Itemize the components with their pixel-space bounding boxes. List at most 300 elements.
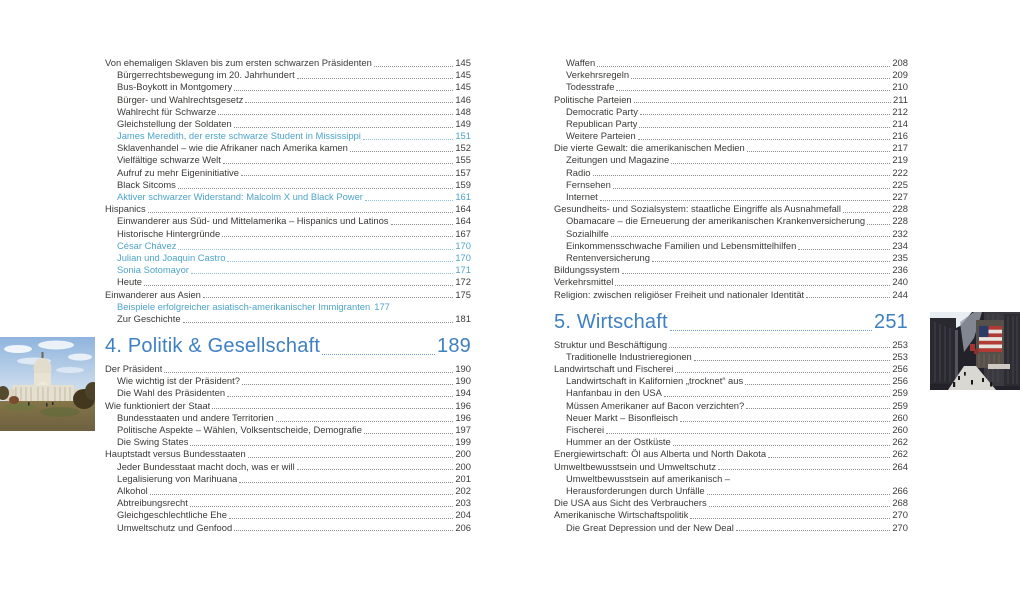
entry-title: Sonia Sotomayor	[117, 264, 189, 276]
entry-title: Alkohol	[117, 485, 148, 496]
entry-title: James Meredith, der erste schwarze Student in Mississippi	[117, 130, 361, 142]
toc-entry	[554, 497, 908, 509]
entry-title: Internet	[566, 191, 598, 203]
entry-title: Bundesstaaten und andere Territorien	[117, 411, 274, 423]
dot-leader	[675, 371, 890, 373]
wall-street-flag-photo	[930, 312, 1020, 390]
dot-leader	[680, 420, 890, 422]
dot-leader	[239, 481, 453, 483]
dot-leader	[322, 353, 435, 355]
dot-leader	[867, 223, 890, 225]
entry-title: Herausforderungen durch Unfälle	[566, 485, 705, 496]
page-number: 164	[455, 203, 471, 215]
page-number: 171	[455, 264, 471, 276]
entry-title: Legalisierung von Marihuana	[117, 472, 238, 484]
toc-entry	[554, 57, 908, 69]
dot-leader	[248, 456, 454, 458]
entry-title: Landwirtschaft und Fischerei	[554, 363, 674, 375]
page-number: 216	[892, 130, 908, 142]
dot-leader	[241, 174, 453, 176]
entry-title: Der Präsident	[105, 363, 163, 375]
page-number: 260	[892, 424, 908, 436]
left-buildings	[930, 318, 956, 384]
entry-title: Beispiele erfolgreicher asiatisch-amerikanischer Immigranten	[117, 300, 371, 312]
entry-title: Die Wahl des Präsidenten	[117, 387, 226, 399]
toc-section-heading	[105, 333, 471, 360]
page-number: 155	[455, 154, 471, 166]
page-number: 234	[892, 239, 908, 251]
page-number: 270	[892, 521, 908, 533]
toc-entry	[554, 94, 908, 106]
page-number: 270	[892, 509, 908, 521]
entry-title: Struktur und Beschäftigung	[554, 338, 668, 350]
dot-leader	[652, 260, 890, 262]
page-number: 209	[892, 69, 908, 81]
toc-entry	[554, 155, 908, 167]
page-number: 200	[455, 460, 471, 472]
dot-leader	[242, 383, 453, 385]
entry-title: Republican Party	[566, 117, 638, 129]
entry-title: Gleichgeschlechtliche Ehe	[117, 509, 227, 521]
page-number: 170	[455, 252, 471, 263]
page-number: 214	[892, 117, 908, 129]
dot-leader	[148, 211, 454, 213]
dot-leader	[190, 444, 453, 446]
toc-section-heading	[554, 309, 908, 336]
page-number: 189	[437, 335, 471, 358]
toc-entry	[105, 289, 471, 301]
toc-entry	[554, 179, 908, 191]
page-number: 251	[874, 310, 908, 333]
page-number: 175	[455, 288, 471, 300]
page-number: 225	[892, 178, 908, 190]
entry-title: Fernsehen	[566, 178, 611, 190]
page-number: 203	[455, 497, 471, 509]
dot-leader	[227, 260, 453, 262]
dot-leader	[843, 211, 890, 213]
page-number: 145	[455, 81, 471, 93]
toc-entry	[554, 485, 908, 497]
dot-leader	[191, 272, 453, 274]
dot-leader	[297, 77, 454, 79]
entry-title: Amerikanische Wirtschaftspolitik	[554, 509, 689, 521]
page-number: 197	[455, 424, 471, 436]
toc-entry	[554, 167, 908, 179]
entry-title: Bürgerrechtsbewegung im 20. Jahrhundert	[117, 69, 295, 81]
entry-title: Radio	[566, 166, 591, 178]
page-number: 159	[455, 178, 471, 190]
dot-leader	[673, 444, 891, 446]
dot-leader	[234, 126, 454, 128]
dot-leader	[671, 162, 890, 164]
dot-leader	[363, 138, 453, 140]
dot-leader	[806, 296, 890, 298]
toc-entry	[105, 203, 471, 215]
page-number: 227	[892, 191, 908, 203]
page-number: 211	[893, 93, 908, 105]
entry-title: Verkehrsregeln	[566, 69, 630, 81]
dot-leader	[664, 395, 890, 397]
page-number: 146	[455, 93, 471, 105]
dot-leader	[222, 235, 453, 237]
toc-entry	[554, 509, 908, 521]
toc-entry	[554, 203, 908, 215]
toc-entry	[105, 313, 471, 325]
page-number: 228	[892, 215, 908, 227]
page-number: 244	[892, 288, 908, 300]
entry-title: Einwanderer aus Asien	[105, 288, 201, 300]
dot-leader	[640, 113, 890, 115]
toc-entry	[105, 485, 471, 497]
toc-entry	[105, 167, 471, 179]
toc-column-left	[105, 57, 471, 534]
toc-entry	[554, 339, 908, 351]
entry-title: Landwirtschaft in Kalifornien „trocknet“ aus	[566, 375, 744, 387]
entry-title: Müssen Amerikaner auf Bacon verzichten?	[566, 399, 745, 411]
dot-leader	[234, 529, 453, 531]
toc-entry	[554, 118, 908, 130]
page-number: 200	[455, 448, 471, 460]
toc-entry	[554, 363, 908, 375]
toc-entry	[105, 400, 471, 412]
page-number: 240	[892, 276, 908, 288]
dot-leader	[229, 517, 453, 519]
dot-leader	[164, 371, 453, 373]
toc-entry	[554, 412, 908, 424]
dot-leader	[218, 113, 453, 115]
entry-title: Die USA aus Sicht des Verbrauchers	[554, 497, 707, 509]
dot-leader	[374, 65, 454, 67]
page-number: 152	[455, 142, 471, 154]
toc-entry	[554, 448, 908, 460]
dot-leader	[616, 89, 890, 91]
entry-title: Gesundheits- und Sozialsystem: staatliche Eingriffe als Ausnahmefall	[554, 203, 841, 215]
entry-title: Traditionelle Industrieregionen	[566, 350, 692, 362]
dot-leader	[798, 248, 890, 250]
toc-entry	[105, 142, 471, 154]
page-number: 148	[455, 105, 471, 117]
page-number: 181	[455, 312, 471, 324]
dot-leader	[669, 346, 890, 348]
dot-leader	[190, 505, 453, 507]
dot-leader	[597, 65, 890, 67]
entry-title: Wie funktioniert der Staat	[105, 399, 211, 411]
page-number: 212	[892, 105, 908, 117]
dot-leader	[707, 493, 891, 495]
entry-title: Einkommensschwache Familien und Lebensmittelhilfen	[566, 239, 797, 251]
dot-leader	[709, 505, 891, 507]
toc-entry	[105, 424, 471, 436]
page-number: 256	[892, 363, 908, 375]
entry-title: Rentenversicherung	[566, 252, 650, 263]
entry-title: Zeitungen und Magazine	[566, 154, 670, 166]
entry-title: Gleichstellung der Soldaten	[117, 117, 232, 129]
toc-entry	[105, 448, 471, 460]
entry-title: Neuer Markt – Bisonfleisch	[566, 411, 679, 423]
page-number: 217	[892, 142, 908, 154]
entry-title: Umweltschutz und Genfood	[117, 521, 233, 533]
entry-title: Wie wichtig ist der Präsident?	[117, 375, 240, 387]
toc-entry	[105, 509, 471, 521]
entry-title: Sozialhilfe	[566, 227, 609, 239]
toc-entry	[554, 142, 908, 154]
dot-leader	[183, 321, 454, 323]
dot-leader	[150, 493, 454, 495]
page-number: 149	[455, 117, 471, 129]
dot-leader	[615, 284, 890, 286]
dot-leader	[631, 77, 890, 79]
entry-title: Hanfanbau in den USA	[566, 387, 662, 399]
toc-entry	[554, 388, 908, 400]
toc-entry	[554, 461, 908, 473]
dot-leader	[350, 150, 453, 152]
entry-title: Wahlrecht für Schwarze	[117, 105, 217, 117]
toc-entry	[105, 375, 471, 387]
entry-title: Hauptstadt versus Bundesstaaten	[105, 448, 246, 460]
page-number: 268	[892, 497, 908, 509]
dot-leader	[606, 432, 890, 434]
page-number: 256	[892, 375, 908, 387]
dot-leader	[276, 420, 454, 422]
entry-title: Die Swing States	[117, 436, 189, 448]
page-number: 253	[892, 338, 908, 350]
dot-leader	[694, 359, 891, 361]
dot-leader	[634, 101, 891, 103]
entry-title: Einwanderer aus Süd- und Mittelamerika – Hispanics und Latinos	[117, 215, 389, 227]
toc-entry	[105, 252, 471, 264]
dot-leader	[245, 101, 453, 103]
entry-title: Todesstrafe	[566, 81, 615, 93]
toc-entry	[105, 57, 471, 69]
entry-title: Politische Aspekte – Wählen, Volksentscheide, Demografie	[117, 424, 362, 436]
page-number: 236	[892, 264, 908, 276]
toc-entry	[105, 118, 471, 130]
entry-title: Julian und Joaquin Castro	[117, 252, 226, 263]
page-number: 202	[455, 485, 471, 496]
toc-entry	[554, 276, 908, 288]
page-number: 262	[892, 448, 908, 460]
dot-leader	[223, 162, 453, 164]
dot-leader	[745, 383, 890, 385]
page-number: 259	[892, 387, 908, 399]
dot-leader	[227, 395, 453, 397]
toc-entry	[554, 400, 908, 412]
dot-leader	[639, 126, 890, 128]
entry-title: Zur Geschichte	[117, 312, 181, 324]
toc-entry	[105, 240, 471, 252]
entry-title: Heute	[117, 276, 143, 288]
toc-entry	[105, 155, 471, 167]
toc-entry	[105, 228, 471, 240]
page-number: 157	[455, 166, 471, 178]
toc-entry	[554, 351, 908, 363]
dot-leader	[747, 150, 891, 152]
page-number: 253	[892, 350, 908, 362]
dot-leader	[178, 187, 453, 189]
page-number: 259	[892, 399, 908, 411]
entry-title: Verkehrsmittel	[554, 276, 614, 288]
toc-column-right	[554, 57, 908, 534]
dot-leader	[622, 272, 891, 274]
toc-entry	[105, 179, 471, 191]
entry-title: Weitere Parteien	[566, 130, 636, 142]
dot-leader	[746, 407, 890, 409]
toc-entry	[105, 130, 471, 142]
dot-leader	[670, 329, 872, 331]
entry-title: Die vierte Gewalt: die amerikanischen Medien	[554, 142, 745, 154]
toc-entry	[554, 81, 908, 93]
toc-entry	[554, 424, 908, 436]
page-number: 161	[455, 191, 471, 203]
toc-entry	[105, 94, 471, 106]
page-number: 219	[892, 154, 908, 166]
toc-entry	[554, 436, 908, 448]
page-number: 228	[892, 203, 908, 215]
entry-title: Hummer an der Ostküste	[566, 436, 671, 448]
dot-leader	[611, 235, 891, 237]
entry-title: Bildungssystem	[554, 264, 620, 276]
entry-title: Aktiver schwarzer Widerstand: Malcolm X und Black Power	[117, 191, 363, 203]
dot-leader	[203, 296, 453, 298]
toc-entry	[105, 497, 471, 509]
entry-title: Waffen	[566, 57, 596, 68]
toc-entry	[554, 69, 908, 81]
dot-leader	[234, 89, 453, 91]
toc-entry	[105, 191, 471, 203]
toc-entry	[554, 240, 908, 252]
page-number: 266	[892, 485, 908, 496]
page-number: 199	[455, 436, 471, 448]
dot-leader	[391, 223, 454, 225]
toc-entry	[105, 69, 471, 81]
dot-leader	[736, 529, 891, 531]
toc-entry	[105, 264, 471, 276]
page-number: 196	[455, 411, 471, 423]
page-number: 167	[455, 227, 471, 239]
entry-title: Hispanics	[105, 203, 146, 215]
capitol-statue	[42, 352, 44, 359]
toc-entry	[105, 461, 471, 473]
entry-title: Democratic Party	[566, 105, 638, 117]
dot-leader	[613, 187, 891, 189]
entry-title: Jeder Bundesstaat macht doch, was er will	[117, 460, 295, 472]
dot-leader	[593, 174, 891, 176]
entry-title: Von ehemaligen Sklaven bis zum ersten schwarzen Präsidenten	[105, 57, 372, 68]
entry-title: Bus-Boykott in Montgomery	[117, 81, 233, 93]
toc-entry	[105, 522, 471, 534]
toc-entry	[554, 264, 908, 276]
dot-leader	[178, 248, 453, 250]
entry-title: Abtreibungsrecht	[117, 497, 188, 509]
dot-leader	[297, 468, 454, 470]
toc-entry	[105, 106, 471, 118]
page-number: 260	[892, 411, 908, 423]
page-number: 201	[455, 472, 471, 484]
toc-entry	[105, 388, 471, 400]
us-capitol-photo	[0, 337, 95, 431]
page-number: 235	[892, 252, 908, 263]
toc-entry	[105, 436, 471, 448]
toc-entry	[105, 215, 471, 227]
page-number: 232	[892, 227, 908, 239]
toc-entry	[554, 522, 908, 534]
toc-entry	[554, 215, 908, 227]
toc-entry	[105, 473, 471, 485]
toc-entry	[554, 252, 908, 264]
toc-entry	[105, 301, 471, 313]
dot-leader	[600, 199, 891, 201]
page-number: 151	[455, 130, 471, 142]
entry-title: Aufruf zu mehr Eigeninitiative	[117, 166, 239, 178]
dot-leader	[365, 199, 453, 201]
toc-entry	[554, 473, 908, 485]
entry-title: Historische Hintergründe	[117, 227, 221, 239]
page-number: 206	[455, 521, 471, 533]
page-number: 222	[892, 166, 908, 178]
section-title: 4. Politik & Gesellschaft	[105, 335, 321, 358]
dot-leader	[212, 407, 453, 409]
dot-leader	[638, 138, 891, 140]
entry-title: Sklavenhandel – wie die Afrikaner nach Amerika kamen	[117, 142, 348, 154]
entry-title: Umweltbewusstsein auf amerikanisch –	[566, 472, 731, 484]
american-flag	[979, 326, 1002, 352]
entry-title: César Chávez	[117, 239, 177, 251]
toc-entry	[105, 363, 471, 375]
toc-entry	[554, 289, 908, 301]
dot-leader	[144, 284, 453, 286]
entry-title: Vielfältige schwarze Welt	[117, 154, 221, 166]
toc-entry	[105, 81, 471, 93]
page-number: 208	[892, 57, 908, 68]
page-number: 262	[892, 436, 908, 448]
page-number: 196	[455, 399, 471, 411]
page-number: 264	[892, 460, 908, 472]
page-number: 145	[455, 69, 471, 81]
page-number: 164	[455, 215, 471, 227]
page-number: 145	[455, 57, 471, 68]
entry-title: Black Sitcoms	[117, 178, 176, 190]
page-number: 170	[455, 239, 471, 251]
toc-entry	[105, 276, 471, 288]
page-number: 210	[892, 81, 908, 93]
toc-entry	[554, 191, 908, 203]
page-number: 204	[455, 509, 471, 521]
toc-entry	[554, 228, 908, 240]
entry-title: Bürger- und Wahlrechtsgesetz	[117, 93, 244, 105]
page-number: 194	[455, 387, 471, 399]
dot-leader	[364, 432, 453, 434]
page-number: 177	[374, 300, 390, 312]
entry-title: Religion: zwischen religiöser Freiheit und nationaler Identität	[554, 288, 805, 300]
dot-leader	[718, 468, 890, 470]
dot-leader	[768, 456, 890, 458]
entry-title: Obamacare – die Erneuerung der amerikanischen Krankenversicherung	[566, 215, 866, 227]
entry-title: Die Great Depression und der New Deal	[566, 521, 734, 533]
entry-title: Politische Parteien	[554, 93, 632, 105]
toc-entry	[554, 130, 908, 142]
page-number: 190	[455, 375, 471, 387]
section-title: 5. Wirtschaft	[554, 310, 668, 333]
page-number: 172	[455, 276, 471, 288]
entry-title: Energiewirtschaft: Öl aus Alberta und North Dakota	[554, 448, 767, 460]
toc-entry	[554, 106, 908, 118]
entry-title: Umweltbewusstsein und Umweltschutz	[554, 460, 717, 472]
toc-entry	[105, 412, 471, 424]
page-number: 190	[455, 363, 471, 375]
entry-title: Fischerei	[566, 424, 605, 436]
toc-entry	[554, 375, 908, 387]
dot-leader	[690, 517, 890, 519]
